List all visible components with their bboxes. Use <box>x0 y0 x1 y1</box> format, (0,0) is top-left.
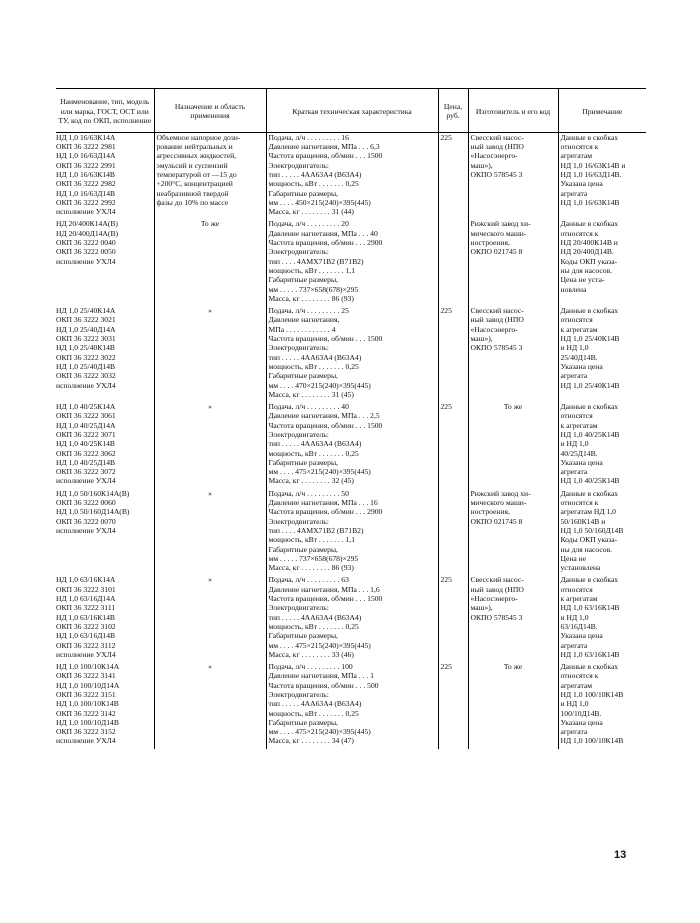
cell-maker-line: «Насосэнерго- <box>470 324 518 334</box>
cell-spec-line: Частота вращения, об/мин . . . 1500 <box>268 594 383 604</box>
cell-spec-line: Частота вращения, об/мин . . . 2900 <box>268 238 383 248</box>
cell-maker <box>468 402 558 489</box>
cell-spec <box>266 662 438 749</box>
cell-name-line: НД 1,0 50/160К14А(В) <box>56 488 130 498</box>
cell-spec-line: мощность, кВт . . . . . . . 1,1 <box>268 535 355 545</box>
cell-name-line: НД 1,0 25/40Д14А <box>56 324 116 334</box>
cell-note-line: Данные в скобках <box>560 219 619 229</box>
cell-maker-line: Рижский завод хи- <box>470 219 531 229</box>
cell-maker-line: маш»), <box>470 160 493 170</box>
header-name: Наименование, тип, модель или марка, ГОСТ, ОСТ или ТУ, код по ОКП, исполнение <box>56 89 154 133</box>
cell-spec-line: Давление нагнетания, МПа . . . 1,6 <box>268 584 380 594</box>
cell-name-line: ОКП 36 3222 3072 <box>56 467 116 477</box>
cell-name-line: НД 1,0 100/10Д14В <box>56 717 119 727</box>
cell-spec-line: Частота вращения, об/мин . . . 1500 <box>268 334 383 344</box>
cell-spec-line: Габаритные размеры, <box>268 457 338 467</box>
cell-note-line: и НД 1,0 <box>560 439 589 449</box>
cell-note-line: НД 1,0 63/16К14В <box>560 603 620 613</box>
cell-maker-line: ностроения, <box>470 507 510 517</box>
cell-spec-line: мощность, кВт . . . . . . . 0,25 <box>268 448 359 458</box>
cell-spec-line: тип . . . . . 4АА63А4 (В63А4) <box>268 352 362 362</box>
cell-spec-line: мм . . . . 475×215(240)×395(445) <box>268 467 371 477</box>
cell-name-line: ОКП 36 3222 3141 <box>56 671 116 681</box>
cell-note-line: агрегатам <box>560 680 593 690</box>
cell-price <box>438 402 468 489</box>
cell-name-line: НД 1,0 63/16Д14А <box>56 594 116 604</box>
cell-purpose-line: То же <box>200 219 220 229</box>
table-row <box>56 575 646 662</box>
cell-note-line: агрегатам <box>560 151 593 161</box>
cell-name-line: НД 1,0 25/40К14А <box>56 306 116 316</box>
cell-note-line: относятся <box>560 411 593 421</box>
cell-name-line: исполнение УХЛ4 <box>56 207 116 217</box>
cell-name <box>56 489 154 576</box>
cell-note-line: к агрегатам <box>560 420 598 430</box>
cell-maker-line: ный завод (НПО <box>470 315 524 325</box>
cell-name-line: исполнение УХЛ4 <box>56 256 116 266</box>
cell-spec-line: мм . . . . 475×215(240)×395(445) <box>268 640 371 650</box>
cell-spec-line: Частота вращения, об/мин . . . 500 <box>268 680 379 690</box>
cell-name-line: ОКП 36 3222 3101 <box>56 584 116 594</box>
cell-name-line: ОКП 36 3222 3102 <box>56 621 116 631</box>
header-spec: Краткая техническая характеристика <box>266 89 438 133</box>
cell-name-line: ОКП 36 3222 3111 <box>56 603 116 613</box>
cell-name-line: НД 1,0 40/25К14В <box>56 439 115 449</box>
cell-price-value: 225 <box>440 662 452 672</box>
cell-note-line: агрегатам НД 1,0 <box>560 507 616 517</box>
cell-note-line: НД 1,0 50/160Д14В <box>560 525 624 535</box>
cell-name-line: ОКП 36 3222 3071 <box>56 429 116 439</box>
cell-name-line: ОКП 36 3222 3112 <box>56 640 116 650</box>
cell-name <box>56 306 154 402</box>
cell-spec-line: мм . . . . . 737×658(678)×295 <box>268 284 359 294</box>
cell-note-line: НД 20/400Д14В. <box>560 247 614 257</box>
cell-purpose <box>154 219 266 306</box>
cell-name-line: НД 20/400Д14А(В) <box>56 228 119 238</box>
cell-spec-line: Давление нагнетания, МПа . . . 6,3 <box>268 142 380 152</box>
cell-spec-line: Электродвигатель: <box>268 690 329 699</box>
cell-name <box>56 132 154 219</box>
cell-spec <box>266 306 438 402</box>
cell-name-line: НД 1,0 100/10К14В <box>56 699 119 709</box>
cell-note-line: 40/25Д14В. <box>560 448 598 458</box>
cell-name <box>56 402 154 489</box>
cell-note-line: агрегата <box>560 640 588 650</box>
cell-note-line: и НД 1,0 <box>560 699 589 709</box>
cell-note-line: новлена <box>560 284 587 294</box>
cell-note <box>558 402 646 489</box>
cell-note-line: Цена не <box>560 553 587 563</box>
cell-spec-line: Габаритные размеры, <box>268 631 338 641</box>
cell-maker-line: Свесский насос- <box>470 132 524 142</box>
cell-maker-line: ный завод (НПО <box>470 142 524 152</box>
cell-maker <box>468 575 558 662</box>
cell-spec <box>266 402 438 489</box>
cell-name-line: ОКП 36 3222 3152 <box>56 727 116 737</box>
cell-note-line: относятся к <box>560 142 599 152</box>
cell-purpose-line: рование нейтральных и <box>156 142 233 152</box>
cell-purpose-line: агрессивных жидкостей, <box>156 151 237 161</box>
cell-spec <box>266 575 438 662</box>
cell-maker-line: «Насосэнерго- <box>470 151 518 161</box>
cell-spec-line: мощность, кВт . . . . . . . 1,1 <box>268 265 355 275</box>
cell-note-line: Данные в скобках <box>560 132 619 142</box>
cell-price <box>438 662 468 749</box>
cell-price-value: 225 <box>440 306 452 316</box>
cell-name <box>56 219 154 306</box>
cell-note-line: НД 1,0 16/63К14В <box>560 197 620 207</box>
cell-name-line: НД 1,0 63/16Д14В <box>56 631 116 641</box>
cell-name-line: НД 1,0 25/40К14В <box>56 343 115 353</box>
cell-note-line: относятся к <box>560 671 599 681</box>
cell-name <box>56 575 154 662</box>
cell-spec-line: Электродвигатель: <box>268 516 329 526</box>
cell-purpose-line: » <box>208 488 212 498</box>
cell-name-line: НД 1,0 16/63Д14А <box>56 151 116 161</box>
cell-note-line: 63/16Д14В. <box>560 621 598 631</box>
cell-maker-line: ОКПО 021745 8 <box>470 247 523 257</box>
cell-note-line: Коды ОКП указа- <box>560 256 618 266</box>
cell-note-line: агрегата <box>560 467 588 477</box>
cell-note <box>558 219 646 306</box>
cell-name-line: исполнение УХЛ4 <box>56 525 116 535</box>
cell-note-line: установлена <box>560 563 601 573</box>
table-header-row <box>56 89 646 133</box>
cell-note-line: НД 1,0 25/40К14В <box>560 334 620 344</box>
cell-spec-line: Габаритные размеры, <box>268 371 338 381</box>
cell-price-value: 225 <box>440 402 452 412</box>
cell-maker-line: ОКПО 578545 3 <box>470 169 523 179</box>
cell-name-line: ОКП 36 3222 0060 <box>56 498 116 508</box>
cell-name-line: исполнение УХЛ4 <box>56 649 116 659</box>
table-row <box>56 306 646 402</box>
cell-spec-line: Габаритные размеры, <box>268 275 338 285</box>
cell-spec-line: тип . . . . . 4АА63А4 (В63А4) <box>268 169 362 179</box>
cell-maker <box>468 662 558 749</box>
cell-purpose <box>154 489 266 576</box>
header-maker: Изготовитель и его код <box>468 89 558 133</box>
cell-note-line: относятся к <box>560 498 599 508</box>
cell-price <box>438 219 468 306</box>
cell-spec-line: Электродвигатель: <box>268 343 329 353</box>
cell-note <box>558 306 646 402</box>
cell-purpose-line: Объемное напорное дози- <box>156 132 241 142</box>
cell-spec-line: Масса, кг . . . . . . . . 33 (46) <box>268 649 354 659</box>
cell-name-line: НД 1,0 100/10Д14А <box>56 680 120 690</box>
cell-name-line: НД 1,0 63/16К14В <box>56 612 115 622</box>
cell-purpose <box>154 575 266 662</box>
cell-price-value: 225 <box>440 132 452 142</box>
header-note: Примечание <box>558 89 646 133</box>
cell-note-line: агрегата <box>560 188 588 198</box>
cell-note-line: Указана цена <box>560 361 603 371</box>
cell-spec-line: Электродвигатель: <box>268 160 329 170</box>
cell-note <box>558 662 646 749</box>
cell-spec-line: Масса, кг . . . . . . . . 32 (45) <box>268 476 354 486</box>
cell-purpose-line: » <box>208 402 212 412</box>
cell-maker-line: Свесский насос- <box>470 306 524 316</box>
cell-name-line: НД 1,0 100/10К14А <box>56 662 120 672</box>
cell-purpose <box>154 662 266 749</box>
cell-spec-line: Масса, кг . . . . . . . . 86 (93) <box>268 563 354 573</box>
cell-purpose-line: температурой от —15 до <box>156 169 237 179</box>
cell-note-line: НД 1,0 25/40К14В <box>560 380 620 390</box>
cell-note-line: НД 1,0 100/10К14В <box>560 690 624 699</box>
cell-purpose-line: эмульсий и суспензий <box>156 160 228 170</box>
cell-spec-line: тип . . . . 4АМХ71В2 (В71В2) <box>268 256 364 266</box>
cell-spec-line: мощность, кВт . . . . . . . 0,25 <box>268 621 359 631</box>
cell-spec-line: Подача, л/ч . . . . . . . . . 16 <box>268 132 349 142</box>
cell-note-line: к агрегатам <box>560 324 598 334</box>
cell-spec-line: тип . . . . . 4АА63А4 (В63А4) <box>268 439 362 449</box>
cell-note-line: НД 1,0 40/25К14В <box>560 476 620 486</box>
cell-note-line: относятся <box>560 584 593 594</box>
cell-spec-line: Габаритные размеры, <box>268 544 338 554</box>
header-price: Цена, руб. <box>438 89 468 133</box>
cell-note-line: агрегата <box>560 371 588 381</box>
cell-note-line: 25/40Д14В. <box>560 352 598 362</box>
cell-maker-line: Свесский насос- <box>470 575 524 585</box>
cell-spec-line: Подача, л/ч . . . . . . . . . 100 <box>268 662 353 672</box>
page-number: 13 <box>614 849 627 861</box>
cell-spec-line: Подача, л/ч . . . . . . . . . 20 <box>268 219 349 229</box>
cell-note-line: Указана цена <box>560 717 603 727</box>
table-row <box>56 489 646 576</box>
cell-spec-line: Подача, л/ч . . . . . . . . . 25 <box>268 306 349 316</box>
cell-spec-line: тип . . . . . 4АА63А4 (В63А4) <box>268 699 362 709</box>
cell-spec-line: Давление нагнетания, МПа . . . 1 <box>268 671 374 681</box>
cell-maker-line: ОКПО 578545 3 <box>470 343 523 353</box>
cell-name-line: НД 1,0 16/63К14А <box>56 132 116 142</box>
table-row <box>56 132 646 219</box>
cell-purpose-line: » <box>208 575 212 585</box>
cell-maker <box>468 132 558 219</box>
cell-note-line: ны для насосов. <box>560 265 613 275</box>
cell-spec-line: Габаритные размеры, <box>268 717 338 727</box>
cell-name-line: ОКП 36 3222 0040 <box>56 238 116 248</box>
catalog-table <box>56 88 646 749</box>
cell-maker <box>468 306 558 402</box>
cell-name-line: ОКП 36 3222 3031 <box>56 334 116 344</box>
cell-spec-line: Электродвигатель: <box>268 429 329 439</box>
cell-name-line: НД 1,0 25/40Д14В <box>56 361 116 371</box>
cell-spec-line: тип . . . . . 4АА63А4 (В63А4) <box>268 612 362 622</box>
cell-purpose <box>154 402 266 489</box>
cell-name-line: исполнение УХЛ4 <box>56 476 116 486</box>
cell-note-line: НД 1,0 40/25К14В <box>560 429 620 439</box>
cell-note-line: и НД 1,0 <box>560 343 589 353</box>
cell-name-line: ОКП 36 3222 0050 <box>56 247 116 257</box>
cell-note-line: НД 1,0 16/63К14В и <box>560 160 626 170</box>
cell-spec-line: мощность, кВт . . . . . . . 0,25 <box>268 708 359 718</box>
cell-name-line: НД 1,0 40/25К14А <box>56 402 116 412</box>
cell-spec-line: Масса, кг . . . . . . . . 86 (93) <box>268 293 354 303</box>
cell-name-line: ОКП 36 3222 2991 <box>56 160 116 170</box>
cell-purpose-line: неабразивной твердой <box>156 188 229 198</box>
cell-note-line: Данные в скобках <box>560 662 619 672</box>
cell-name-line: исполнение УХЛ4 <box>56 736 116 746</box>
cell-note-line: Данные в скобках <box>560 402 619 412</box>
cell-spec-line: мм . . . . 475×215(240)×395(445) <box>268 727 371 737</box>
cell-spec-line: тип . . . . 4АМХ71В2 (В71В2) <box>268 525 364 535</box>
cell-purpose-line: +200°С, концентрацией <box>156 179 233 189</box>
cell-spec <box>266 489 438 576</box>
cell-note <box>558 575 646 662</box>
cell-spec-line: мощность, кВт . . . . . . . 0,25 <box>268 361 359 371</box>
cell-name-line: исполнение УХЛ4 <box>56 380 116 390</box>
cell-maker <box>468 489 558 576</box>
cell-name-line: ОКП 36 3222 3062 <box>56 448 116 458</box>
cell-name-line: НД 20/400К14А(В) <box>56 219 118 229</box>
cell-note-line: НД 1,0 100/10К14В <box>560 736 624 746</box>
cell-note-line: относятся <box>560 315 593 325</box>
cell-spec <box>266 132 438 219</box>
cell-note-line: 50/160К14В и <box>560 516 606 526</box>
cell-spec-line: Подача, л/ч . . . . . . . . . 63 <box>268 575 349 585</box>
cell-maker-line: ОКПО 578545 3 <box>470 612 523 622</box>
cell-spec-line: Электродвигатель: <box>268 603 329 613</box>
cell-maker-line: ностроения, <box>470 238 510 248</box>
cell-spec-line: Габаритные размеры, <box>268 188 338 198</box>
cell-maker-line: «Насосэнерго- <box>470 594 518 604</box>
cell-spec-line: Давление нагнетания, МПа . . . 2,5 <box>268 411 380 421</box>
cell-maker-line: маш»), <box>470 334 493 344</box>
cell-note-line: НД 20/400К14В и <box>560 238 618 248</box>
cell-maker-line: ный завод (НПО <box>470 584 524 594</box>
cell-name-line: ОКП 36 3222 3151 <box>56 690 116 699</box>
cell-price <box>438 132 468 219</box>
cell-note-line: НД 1,0 63/16К14В <box>560 649 620 659</box>
cell-note-line: Данные в скобках <box>560 488 619 498</box>
cell-purpose-line: » <box>208 306 212 316</box>
cell-note-line: Цена не уста- <box>560 275 605 285</box>
cell-maker-line: То же <box>503 662 523 672</box>
cell-note-line: Указана цена <box>560 457 603 467</box>
table-row <box>56 402 646 489</box>
cell-name-line: НД 1,0 40/25Д14В <box>56 457 116 467</box>
cell-name-line: ОКП 36 3222 2981 <box>56 142 116 152</box>
cell-name-line: ОКП 36 3222 3142 <box>56 708 116 718</box>
cell-name-line: ОКП 36 3222 3022 <box>56 352 116 362</box>
cell-spec-line: мм . . . . . 737×658(678)×295 <box>268 553 359 563</box>
cell-note-line: Указана цена <box>560 179 603 189</box>
cell-name-line: ОКП 36 3222 2982 <box>56 179 116 189</box>
cell-purpose <box>154 306 266 402</box>
cell-note <box>558 132 646 219</box>
cell-name-line: ОКП 36 3222 3032 <box>56 371 116 381</box>
cell-name-line: ОКП 36 3222 0070 <box>56 516 116 526</box>
cell-name <box>56 662 154 749</box>
cell-spec-line: Давление нагнетания, МПа . . . 40 <box>268 228 378 238</box>
cell-name-line: НД 1,0 50/160Д14А(В) <box>56 507 130 517</box>
cell-name-line: ОКП 36 3222 3021 <box>56 315 116 325</box>
cell-note-line: 100/10Д14В. <box>560 708 602 718</box>
cell-purpose-line: фазы до 10% по массе <box>156 197 229 207</box>
table-row <box>56 219 646 306</box>
cell-spec-line: Подача, л/ч . . . . . . . . . 40 <box>268 402 349 412</box>
cell-name-line: НД 1,0 40/25Д14А <box>56 420 116 430</box>
table-body <box>56 132 646 749</box>
cell-note <box>558 489 646 576</box>
cell-note-line: ны для насосов. <box>560 544 613 554</box>
cell-maker-line: маш»), <box>470 603 493 613</box>
cell-note-line: и НД 1,0 <box>560 612 589 622</box>
cell-price <box>438 306 468 402</box>
cell-spec-line: Давление нагнетания, <box>268 315 340 325</box>
header-purpose: Назначение и область применения <box>154 89 266 133</box>
cell-note-line: Данные в скобках <box>560 575 619 585</box>
table-row <box>56 662 646 749</box>
cell-note-line: к агрегатам <box>560 594 598 604</box>
cell-spec-line: МПа . . . . . . . . . . . . 4 <box>268 324 336 334</box>
cell-spec-line: Масса, кг . . . . . . . . 31 (44) <box>268 207 354 217</box>
cell-spec-line: Частота вращения, об/мин . . . 1500 <box>268 420 383 430</box>
cell-purpose-line: » <box>208 662 212 672</box>
cell-spec-line: мм . . . . 470×215(240)×395(445) <box>268 380 371 390</box>
cell-spec-line: Давление нагнетания, МПа . . . 16 <box>268 498 378 508</box>
cell-name-line: НД 1,0 63/16К14А <box>56 575 116 585</box>
cell-maker <box>468 219 558 306</box>
cell-note-line: относятся к <box>560 228 599 238</box>
cell-maker-line: мического маши- <box>470 228 527 238</box>
cell-spec-line: мощность, кВт . . . . . . . 0,25 <box>268 179 359 189</box>
cell-name-line: НД 1,0 16/63К14В <box>56 169 115 179</box>
cell-name-line: ОКП 36 3222 2992 <box>56 197 116 207</box>
cell-note-line: агрегата <box>560 727 588 737</box>
cell-spec-line: Подача, л/ч . . . . . . . . . 50 <box>268 488 349 498</box>
cell-name-line: ОКП 36 3222 3061 <box>56 411 116 421</box>
cell-maker-line: Рижский завод хи- <box>470 488 531 498</box>
cell-purpose <box>154 132 266 219</box>
cell-spec-line: Частота вращения, об/мин . . . 2900 <box>268 507 383 517</box>
cell-note-line: Коды ОКП указа- <box>560 535 618 545</box>
cell-spec-line: мм . . . . 450×215(240)×395(445) <box>268 197 371 207</box>
cell-maker-line: То же <box>503 402 523 412</box>
cell-note-line: Данные в скобках <box>560 306 619 316</box>
cell-spec <box>266 219 438 306</box>
cell-spec-line: Масса, кг . . . . . . . . 31 (45) <box>268 389 354 399</box>
cell-spec-line: Масса, кг . . . . . . . . 34 (47) <box>268 736 354 746</box>
cell-note-line: Указана цена <box>560 631 603 641</box>
cell-spec-line: Электродвигатель: <box>268 247 329 257</box>
cell-note-line: НД 1,0 16/63Д14В. <box>560 169 622 179</box>
cell-price <box>438 575 468 662</box>
cell-name-line: НД 1,0 16/63Д14В <box>56 188 116 198</box>
cell-maker-line: мического маши- <box>470 498 527 508</box>
cell-price <box>438 489 468 576</box>
cell-price-value: 225 <box>440 575 452 585</box>
cell-maker-line: ОКПО 021745 8 <box>470 516 523 526</box>
cell-spec-line: Частота вращения, об/мин . . . 1500 <box>268 151 383 161</box>
